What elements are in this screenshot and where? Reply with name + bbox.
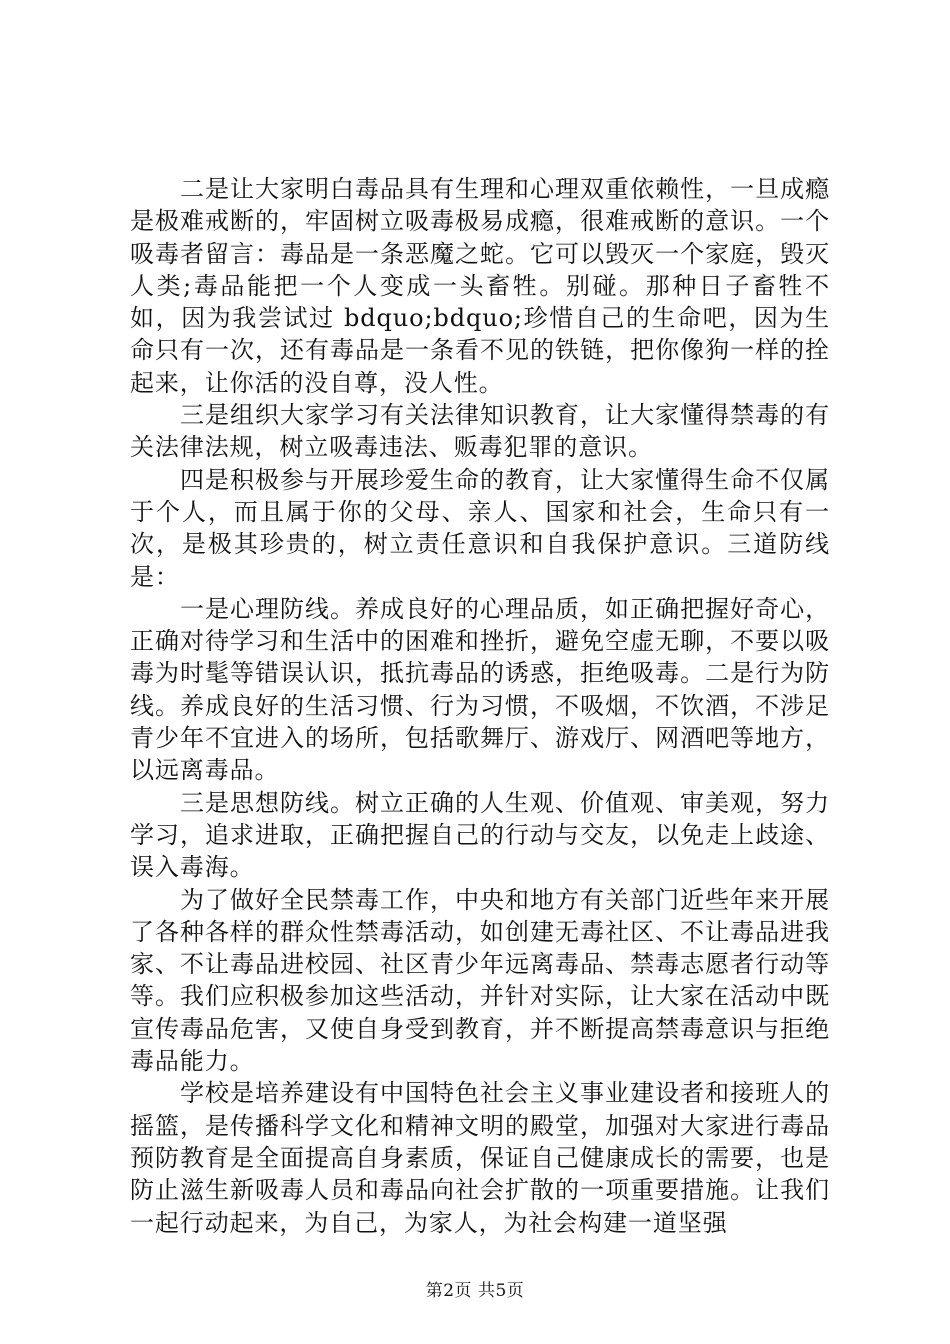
page-number-footer: 第2页 共5页 xyxy=(425,1281,525,1301)
paragraph-legal-education: 三是组织大家学习有关法律知识教育，让大家懂得禁毒的有关法律法规，树立吸毒违法、贩毒犯罪的意识。 xyxy=(130,401,830,462)
paragraph-anti-drug-activities: 为了做好全民禁毒工作，中央和地方有关部门近些年来开展了各种各样的群众性禁毒活动，如创建无毒社区、不让毒品进我家、不让毒品进校园、社区青少年远离毒品、禁毒志愿者行动等等。我们应积极参加这些活动，并针对实际，让大家在活动中既宣传毒品危害，又使自身受到教育，并不断提高禁毒意识与拒绝毒品能力。 xyxy=(130,885,830,1076)
paragraph-school-role: 学校是培养建设有中国特色社会主义事业建设者和接班人的摇篮，是传播科学文化和精神文明的殿堂，加强对大家进行毒品预防教育是全面提高自身素质，保证自己健康成长的需要，也是防止滋生新吸毒人员和毒品向社会扩散的一项重要措施。让我们一起行动起来，为自己，为家人，为社会构建一道坚强 xyxy=(130,1079,830,1237)
paragraph-drug-dependence: 二是让大家明白毒品具有生理和心理双重依赖性，一旦成瘾是极难戒断的，牢固树立吸毒极易成瘾，很难戒断的意识。一个吸毒者留言：毒品是一条恶魔之蛇。它可以毁灭一个家庭，毁灭人类;毒品能把一个人变成一头畜牲。别碰。那种日子畜牲不如，因为我尝试过 bdquo;bdquo;珍惜自己的生命吧，因为生命只有一次，还有毒品是一条看不见的铁链，把你像狗一样的拴起来，让你活的没自尊，没人性。 xyxy=(130,175,830,397)
paragraph-psychological-defense: 一是心理防线。养成良好的心理品质，如正确把握好奇心，正确对待学习和生活中的困难和挫折，避免空虚无聊，不要以吸毒为时髦等错误认识，抵抗毒品的诱惑，拒绝吸毒。二是行为防线。养成良好的生活习惯、行为习惯，不吸烟，不饮酒，不涉足青少年不宜进入的场所，包括歌舞厅、游戏厅、网酒吧等地方，以远离毒品。 xyxy=(130,594,830,785)
paragraph-cherish-life: 四是积极参与开展珍爱生命的教育，让大家懂得生命不仅属于个人，而且属于你的父母、亲人、国家和社会，生命只有一次，是极其珍贵的，树立责任意识和自我保护意识。三道防线是： xyxy=(130,465,830,591)
paragraph-ideological-defense: 三是思想防线。树立正确的人生观、价值观、审美观，努力学习，追求进取，正确把握自己的行动与交友，以免走上歧途、误入毒海。 xyxy=(130,788,830,882)
document-body xyxy=(130,173,830,1239)
